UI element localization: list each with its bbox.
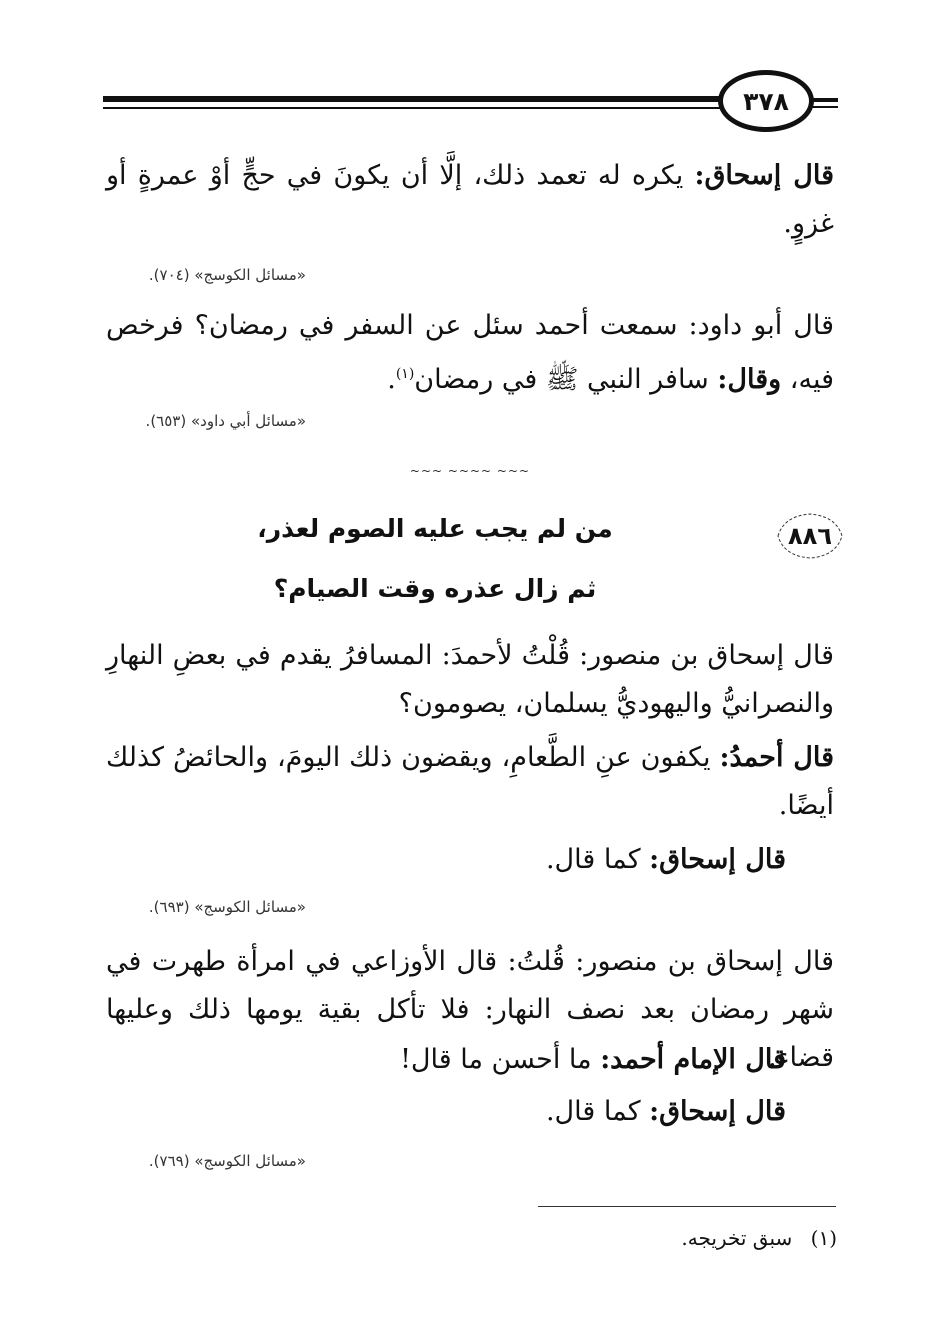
speaker-label: وقال: bbox=[717, 364, 782, 395]
paragraph-ishaq-1 bbox=[106, 152, 834, 248]
paragraph-awzai: قال إسحاق بن منصور: قُلتُ: قال الأوزاعي في امرأة طهرت في شهر رمضان بعد نصف النهار: فلا تأكل بقية يومها ذلك وعليها قضاء. bbox=[106, 946, 834, 1073]
footnote-rule bbox=[538, 1206, 836, 1207]
question-title-line2: ثم زال عذره وقت الصيام؟ bbox=[273, 574, 597, 603]
paragraph-ahmad-answer bbox=[106, 734, 834, 830]
paragraph-text: سافر النبي ﷺ في رمضان bbox=[414, 364, 718, 395]
paragraph-ishaq-agree-2 bbox=[106, 1088, 786, 1136]
paragraph-abu-dawud bbox=[106, 302, 834, 404]
speaker-label: قال الإمام أحمد: bbox=[600, 1044, 786, 1075]
header-rule-right-thin bbox=[810, 106, 838, 108]
period: . bbox=[387, 364, 396, 395]
header-rule-thick bbox=[103, 96, 723, 102]
source-citation: «مسائل أبي داود» (٦٥٣). bbox=[145, 412, 306, 430]
speaker-label: قال إسحاق: bbox=[649, 844, 786, 875]
question-title-line1: من لم يجب عليه الصوم لعذر، bbox=[257, 514, 613, 543]
paragraph-text: كما قال. bbox=[545, 1096, 650, 1127]
footnote bbox=[681, 1226, 837, 1250]
source-citation: «مسائل الكوسج» (٦٩٣). bbox=[148, 898, 306, 916]
divider-ornament: ~~~ ~~~~ ~~~ bbox=[409, 464, 531, 478]
source-citation: «مسائل الكوسج» (٧٠٤). bbox=[148, 266, 306, 284]
speaker-label: قال إسحاق: bbox=[649, 1096, 786, 1127]
header-rule-right bbox=[810, 98, 838, 102]
paragraph-question-ishaq: قال إسحاق بن منصور: قُلْتُ لأحمدَ: المسافرُ يقدم في بعضِ النهارِ والنصرانيُّ واليهوديُّ يسلمان، يصومون؟ bbox=[106, 640, 834, 719]
source-citation: «مسائل الكوسج» (٧٦٩). bbox=[148, 1152, 306, 1170]
paragraph-imam-ahmad bbox=[106, 1036, 786, 1084]
footnote-marker[interactable]: (١) bbox=[395, 366, 415, 382]
paragraph-text: يكفون عنِ الطَّعامِ، ويقضون ذلك اليومَ، والحائضُ كذلك أيضًا. bbox=[106, 742, 834, 821]
paragraph-text: كما قال. bbox=[545, 844, 650, 875]
paragraph-text: يكره له تعمد ذلك، إلَّا أن يكونَ في حجٍّ أوْ عمرةٍ أو غزوٍ. bbox=[106, 160, 834, 239]
page-number: ٣٧٨ bbox=[718, 70, 814, 132]
question-number-badge bbox=[770, 510, 850, 562]
speaker-label: قال أحمدُ: bbox=[719, 742, 834, 773]
paragraph-text: قال أبو داود: سمعت أحمد سئل عن السفر في رمضان؟ فرخص فيه، bbox=[106, 310, 834, 395]
speaker-label: قال إسحاق: bbox=[694, 160, 834, 191]
header-rule-thin bbox=[103, 107, 723, 109]
footnote-text: سبق تخريجه. bbox=[681, 1226, 793, 1250]
question-number: ٨٨٦ bbox=[788, 522, 832, 550]
footnote-number: (١) bbox=[810, 1226, 837, 1250]
paragraph-text: ما أحسن ما قال! bbox=[400, 1044, 601, 1075]
paragraph-ishaq-agree bbox=[106, 836, 786, 884]
